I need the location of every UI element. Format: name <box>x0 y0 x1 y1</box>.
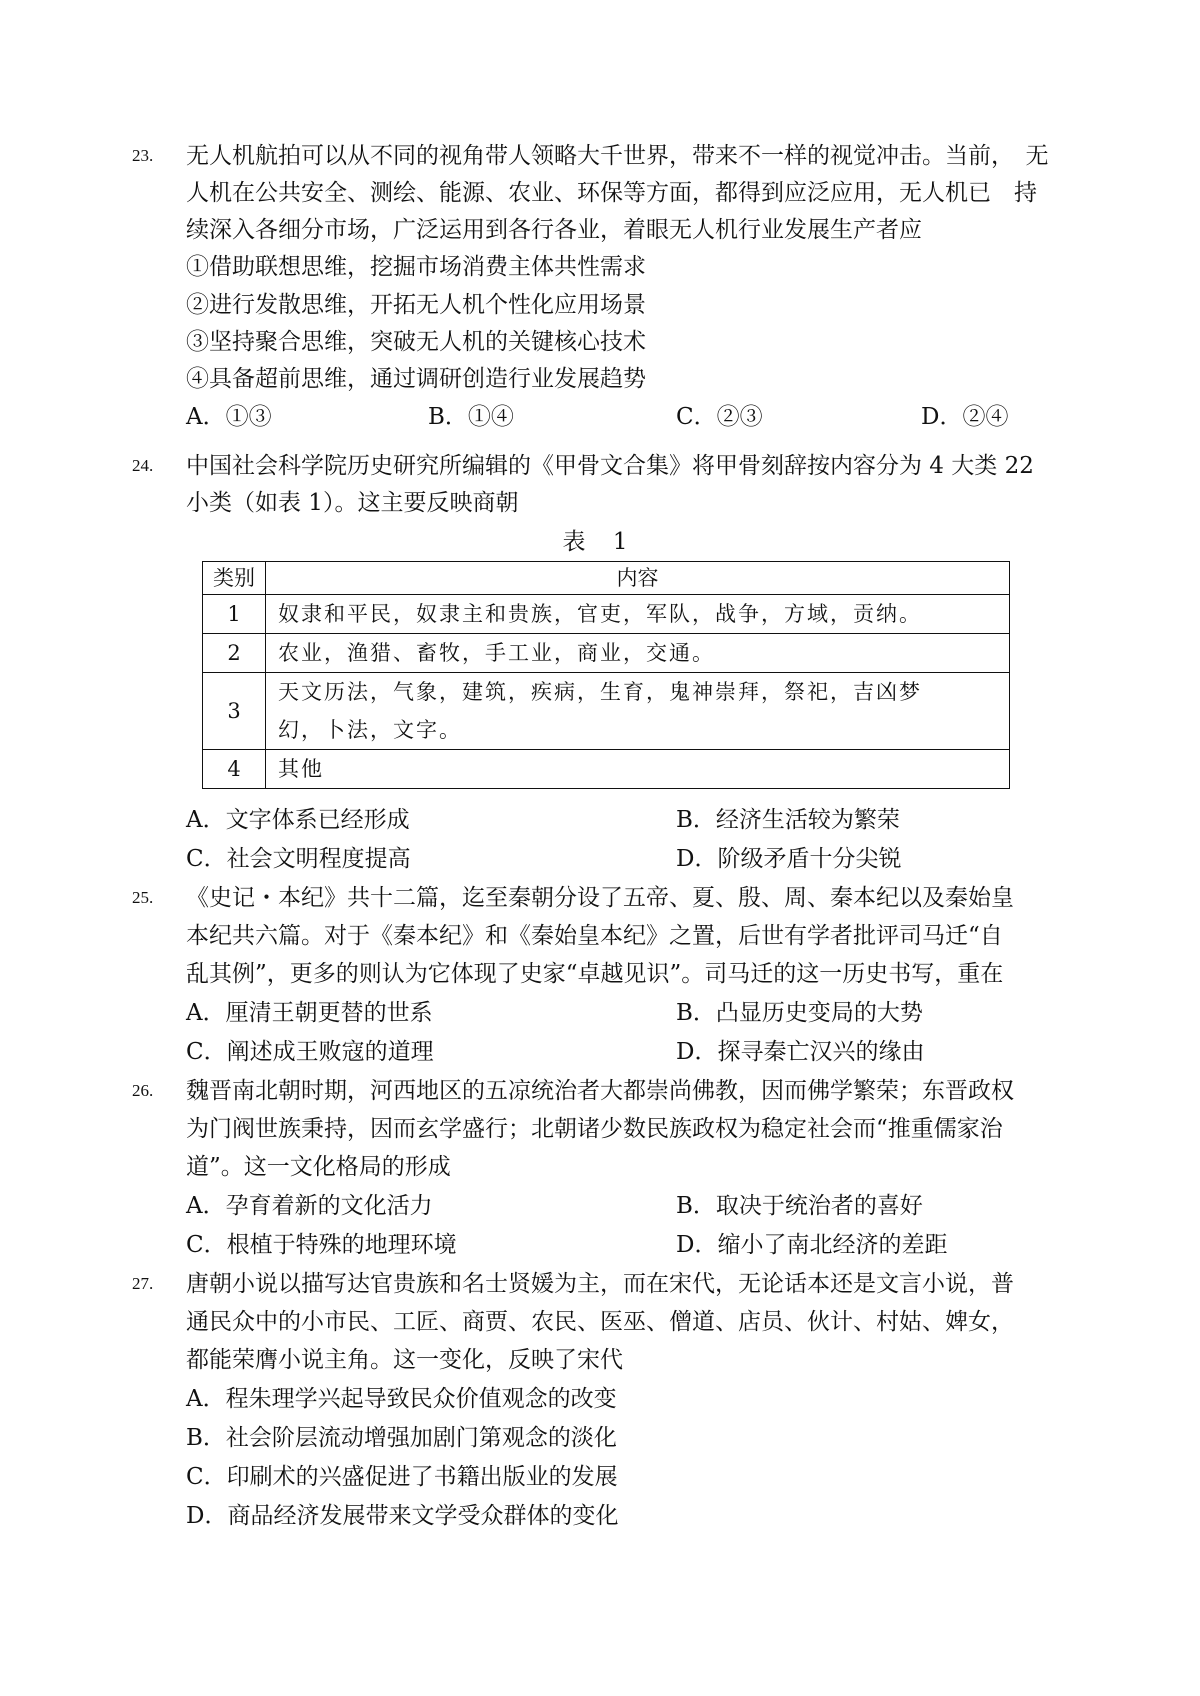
question-text: 本纪共六篇。对于《秦本纪》和《秦始皇本纪》之置，后世有学者批评司马迁“自 <box>186 923 1003 949</box>
table-row <box>203 634 1010 673</box>
answer-option-d: D．商品经济发展带来文学受众群体的变化 <box>186 1503 619 1529</box>
statement-item: ③坚持聚合思维，突破无人机的关键核心技术 <box>186 329 646 355</box>
answer-option-a: A．程朱理学兴起导致民众价值观念的改变 <box>186 1386 617 1412</box>
table-cell-line: 幻，卜法，文字。 <box>278 718 462 742</box>
question-number: 26. <box>132 1081 154 1100</box>
question-text: 小类（如表 1）。这主要反映商朝 <box>186 490 519 516</box>
answer-option-a: A．文字体系已经形成 <box>186 807 410 833</box>
answer-option-a: A．孕育着新的文化活力 <box>186 1193 433 1219</box>
table-cell-category: 1 <box>203 595 266 634</box>
answer-option-b: B．社会阶层流动增强加剧门第观念的淡化 <box>186 1425 617 1451</box>
answer-option-b: B．凸显历史变局的大势 <box>676 1000 923 1026</box>
question-number: 27. <box>132 1274 154 1293</box>
answer-option-d: D．探寻秦亡汉兴的缘由 <box>676 1039 925 1065</box>
question-text: 都能荣膺小说主角。这一变化，反映了宋代 <box>186 1347 623 1373</box>
table-cell-content: 农业，渔猎、畜牧，手工业，商业，交通。 <box>266 634 1010 673</box>
question-text: 人机在公共安全、测绘、能源、农业、环保等方面，都得到应泛应用，无人机已 持 <box>186 180 1037 206</box>
table-caption: 表 1 <box>562 529 638 555</box>
question-text: 无人机航拍可以从不同的视角带人领略大千世界，带来不一样的视觉冲击。当前， 无 <box>186 143 1049 169</box>
table-cell-category: 4 <box>203 750 266 789</box>
table-cell-category: 3 <box>203 673 266 750</box>
answer-option-d: D．缩小了南北经济的差距 <box>676 1232 948 1258</box>
statement-item: ④具备超前思维，通过调研创造行业发展趋势 <box>186 366 646 392</box>
table-cell-content: 奴隶和平民，奴隶主和贵族，官吏，军队，战争，方域，贡纳。 <box>266 595 1010 634</box>
question-text: 续深入各细分市场，广泛运用到各行各业，着眼无人机行业发展生产者应 <box>186 217 922 243</box>
answer-option-c: C．社会文明程度提高 <box>186 846 411 872</box>
content-table <box>202 561 1010 789</box>
answer-option-c: C．根植于特殊的地理环境 <box>186 1232 457 1258</box>
table-header-content: 内容 <box>266 562 1010 595</box>
question-text: 为门阀世族秉持，因而玄学盛行；北朝诸少数民族政权为稳定社会而“推重儒家治 <box>186 1116 1003 1142</box>
question-text: 魏晋南北朝时期，河西地区的五凉统治者大都崇尚佛教，因而佛学繁荣；东晋政权 <box>186 1078 1014 1104</box>
question-number: 23. <box>132 146 154 165</box>
question-text: 道”。这一文化格局的形成 <box>186 1154 451 1180</box>
question-text: 通民众中的小市民、工匠、商贾、农民、医巫、僧道、店员、伙计、村姑、婢女， <box>186 1309 1014 1335</box>
answer-option-d: D．阶级矛盾十分尖锐 <box>676 846 902 872</box>
answer-option-a: A．厘清王朝更替的世系 <box>186 1000 433 1026</box>
question-text: 中国社会科学院历史研究所编辑的《甲骨文合集》将甲骨刻辞按内容分为 4 大类 22 <box>186 453 1034 479</box>
question-text: 《史记・本纪》共十二篇，迄至秦朝分设了五帝、夏、殷、周、秦本纪以及秦始皇 <box>186 885 1014 911</box>
table-cell-category: 2 <box>203 634 266 673</box>
question-number: 24. <box>132 456 154 475</box>
question-number: 25. <box>132 888 154 907</box>
table-row <box>203 673 1010 750</box>
statement-item: ①借助联想思维，挖掘市场消费主体共性需求 <box>186 254 646 280</box>
table-header-row <box>203 562 1010 595</box>
answer-option-c: C．阐述成王败寇的道理 <box>186 1039 434 1065</box>
statement-item: ②进行发散思维，开拓无人机个性化应用场景 <box>186 292 646 318</box>
table-header-category: 类别 <box>203 562 266 595</box>
answer-option-d: D．②④ <box>921 404 1009 430</box>
table-cell-content <box>266 673 1010 750</box>
table-row <box>203 750 1010 789</box>
question-text: 唐朝小说以描写达官贵族和名士贤媛为主，而在宋代，无论话本还是文言小说，普 <box>186 1271 1014 1297</box>
answer-option-a: A．①③ <box>186 404 272 430</box>
table-cell-content: 其他 <box>266 750 1010 789</box>
question-text: 乱其例”，更多的则认为它体现了史家“卓越见识”。司马迁的这一历史书写，重在 <box>186 961 1004 987</box>
answer-option-b: B．取决于统治者的喜好 <box>676 1193 923 1219</box>
answer-option-b: B．①④ <box>428 404 514 430</box>
answer-option-c: C．印刷术的兴盛促进了书籍出版业的发展 <box>186 1464 618 1490</box>
table-row <box>203 595 1010 634</box>
answer-option-b: B．经济生活较为繁荣 <box>676 807 900 833</box>
table-cell-line: 天文历法，气象，建筑，疾病，生育，鬼神崇拜，祭祀，吉凶梦 <box>278 680 922 704</box>
answer-option-c: C．②③ <box>676 404 763 430</box>
